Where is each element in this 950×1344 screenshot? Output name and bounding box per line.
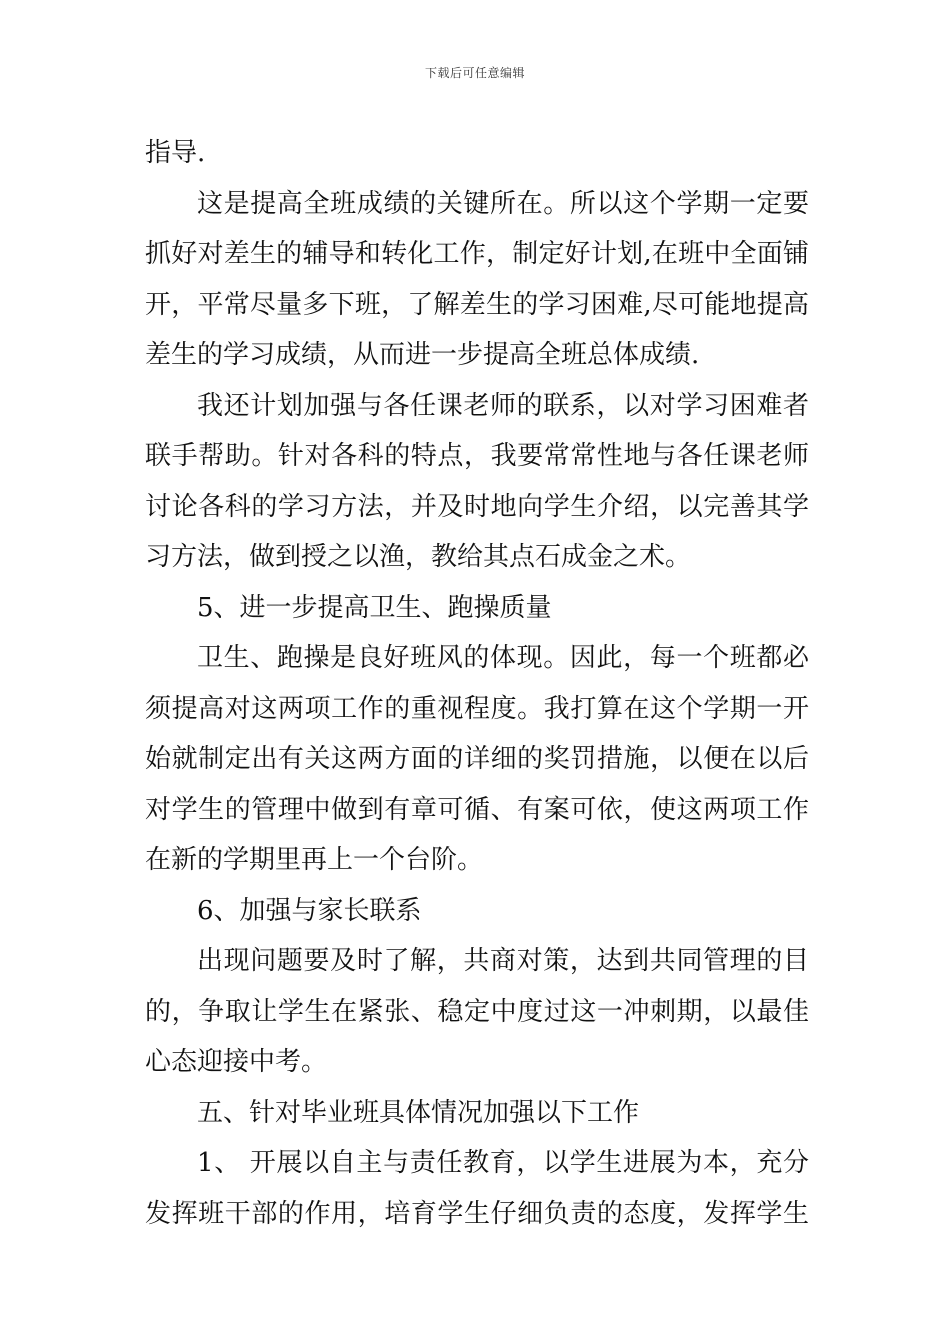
text-line: 须提高对这两项工作的重视程度。我打算在这个学期一开 xyxy=(145,693,809,724)
text-line: 的，争取让学生在紧张、稳定中度过这一冲刺期，以最佳 xyxy=(145,996,809,1027)
text-line: 在新的学期里再上一个台阶。 xyxy=(145,845,484,875)
text-line: 心态迎接中考。 xyxy=(145,1047,328,1077)
text-line: 始就制定出有关这两方面的详细的奖罚措施，以便在以后 xyxy=(145,744,809,774)
section-heading: 6、加强与家长联系 xyxy=(197,895,422,926)
text-line: 卫生、跑操是良好班风的体现。因此，每一个班都必 xyxy=(197,643,809,673)
text-line: 联手帮助。针对各科的特点，我要常常性地与各任课老师 xyxy=(145,441,809,471)
text-line: 讨论各科的学习方法，并及时地向学生介绍，以完善其学 xyxy=(145,491,809,522)
page-header: 下载后可任意编辑 xyxy=(424,66,525,80)
text-line: 差生的学习成绩，从而进一步提高全班总体成绩. xyxy=(145,340,700,370)
text-line: 习方法，做到授之以渔，教给其点石成金之术。 xyxy=(145,542,692,572)
document-body xyxy=(145,128,809,1239)
text-line: 1、 开展以自主与责任教育，以学生进展为本，充分 xyxy=(197,1148,809,1178)
section-heading: 5、进一步提高卫生、跑操质量 xyxy=(197,592,552,623)
text-line: 开，平常尽量多下班，了解差生的学习困难,尽可能地提高 xyxy=(145,289,809,320)
text-line: 这是提高全班成绩的关键所在。所以这个学期一定要 xyxy=(197,188,809,219)
text-line: 我还计划加强与各任课老师的联系，以对学习困难者 xyxy=(197,390,809,421)
text-line: 对学生的管理中做到有章可循、有案可依，使这两项工作 xyxy=(145,794,809,825)
text-line: 发挥班干部的作用，培育学生仔细负责的态度，发挥学生 xyxy=(145,1198,809,1229)
section-heading: 五、针对毕业班具体情况加强以下工作 xyxy=(197,1097,640,1128)
text-line: 出现问题要及时了解，共商对策，达到共同管理的目 xyxy=(197,946,809,976)
text-line: 抓好对差生的辅导和转化工作，制定好计划,在班中全面铺 xyxy=(145,239,809,269)
text-line: 指导. xyxy=(145,138,206,168)
